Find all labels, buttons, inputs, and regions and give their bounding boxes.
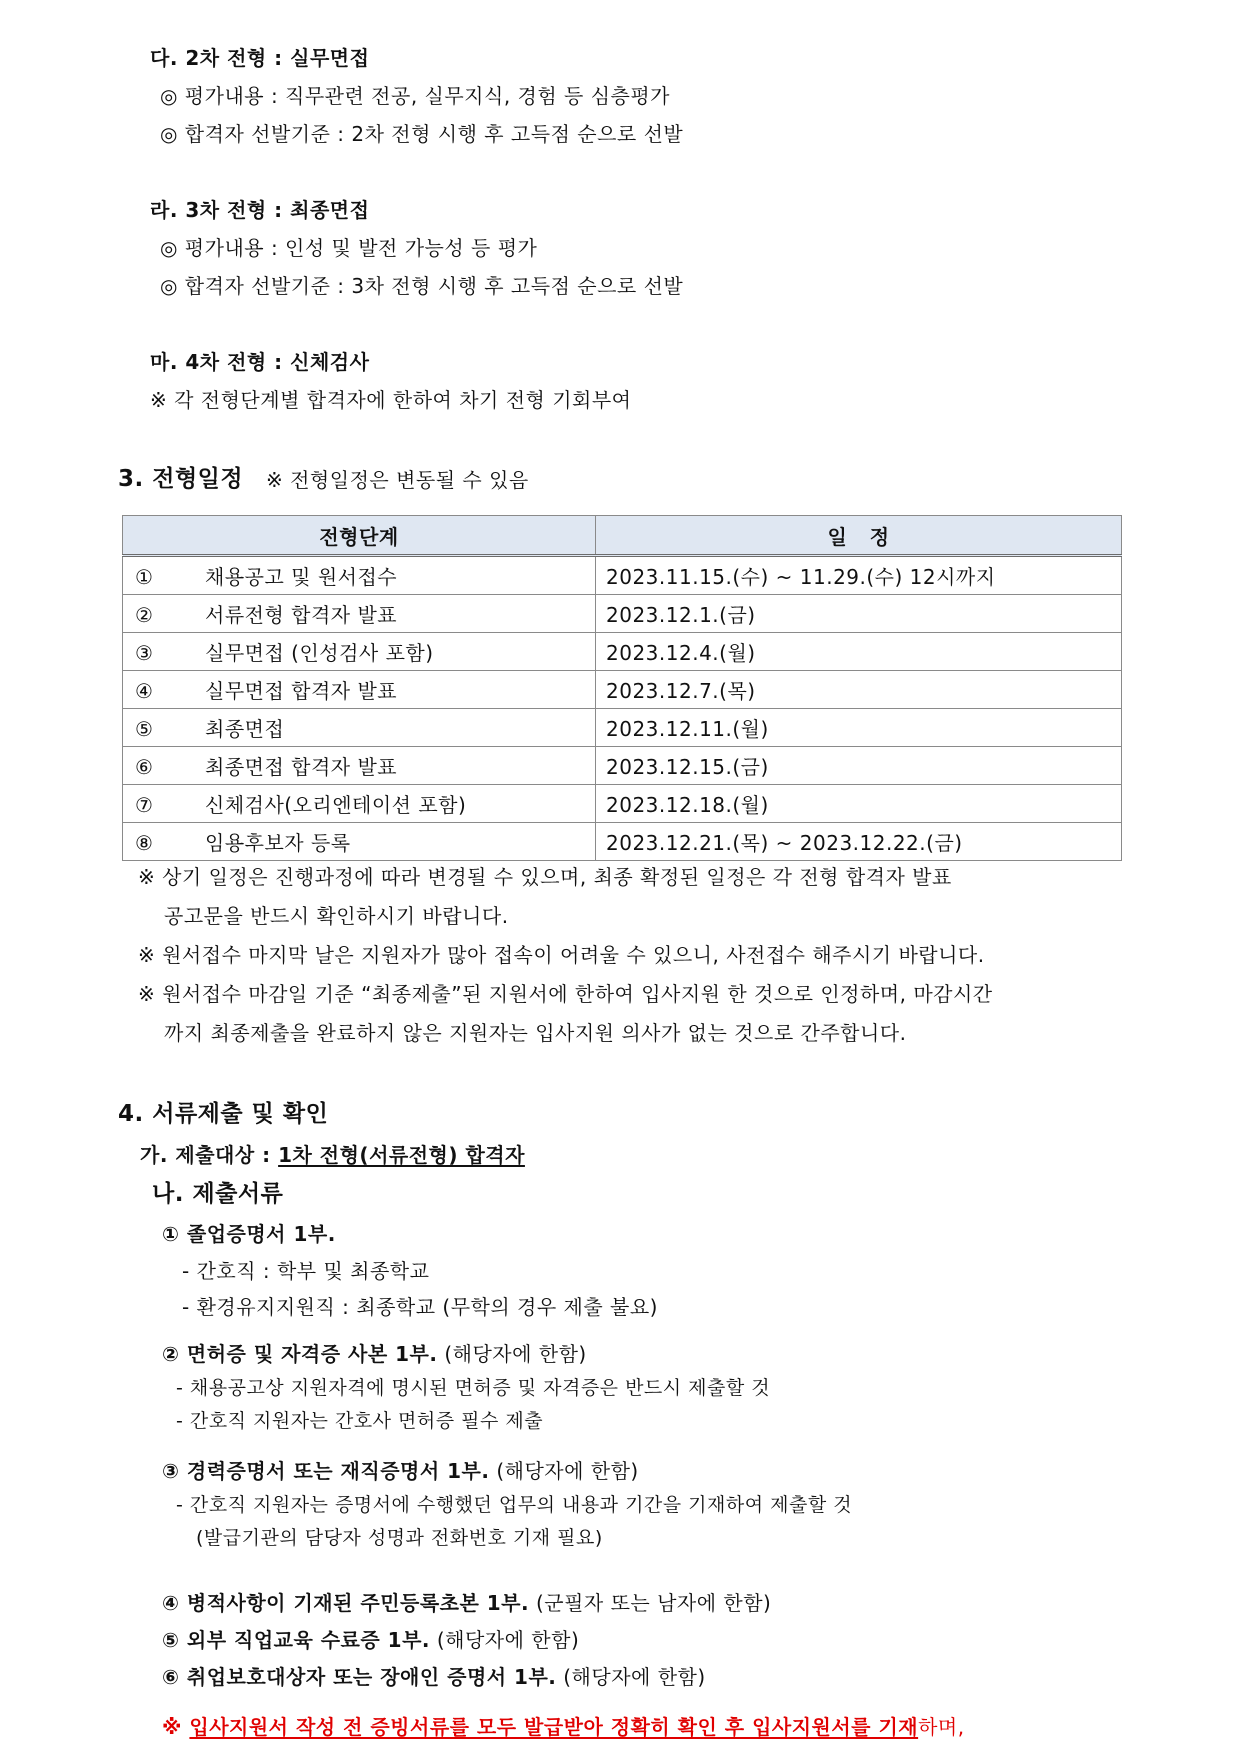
stage-cell bbox=[123, 823, 596, 861]
stage-label: 실무면접 합격자 발표 bbox=[205, 679, 398, 703]
col-header-stage: 전형단계 bbox=[123, 516, 596, 556]
eval-content-line: ◎ 평가내용 : 직무관련 전공, 실무지식, 경험 등 심층평가 bbox=[160, 84, 670, 108]
table-header-row bbox=[123, 516, 1122, 556]
date-cell: 2023.12.1.(금) bbox=[596, 595, 1122, 633]
schedule-note: ※ 전형일정은 변동될 수 있음 bbox=[266, 468, 529, 492]
doc-item-title: ③ 경력증명서 또는 재직증명서 1부. bbox=[162, 1459, 490, 1483]
table-row bbox=[123, 671, 1122, 709]
row-number: ③ bbox=[135, 641, 154, 665]
doc-item-condition: (군필자 또는 남자에 한함) bbox=[535, 1591, 772, 1615]
eval-content-line: ◎ 평가내용 : 인성 및 발전 가능성 등 평가 bbox=[160, 236, 538, 260]
doc-item-career bbox=[162, 1458, 639, 1484]
stage-cell bbox=[123, 595, 596, 633]
stage-label: 임용후보자 등록 bbox=[205, 831, 351, 855]
schedule-note-line: ※ 원서접수 마감일 기준 “최종제출”된 지원서에 한하여 입사지원 한 것으로 인정하며, 마감시간 bbox=[138, 982, 993, 1006]
stage-label: 실무면접 (인성검사 포함) bbox=[205, 641, 434, 665]
doc-item-vocational bbox=[162, 1627, 579, 1653]
doc-item-condition: (해당자에 한함) bbox=[444, 1342, 587, 1366]
doc-item-license bbox=[162, 1341, 587, 1367]
date-cell: 2023.12.7.(목) bbox=[596, 671, 1122, 709]
stage-label: 최종면접 합격자 발표 bbox=[205, 755, 398, 779]
date-cell: 2023.11.15.(수) ~ 11.29.(수) 12시까지 bbox=[596, 556, 1122, 595]
stage-label: 신체검사(오리엔테이션 포함) bbox=[205, 793, 467, 817]
row-number: ⑤ bbox=[135, 717, 154, 741]
selection-criteria-line: ◎ 합격자 선발기준 : 2차 전형 시행 후 고득점 순으로 선발 bbox=[160, 122, 684, 146]
date-cell: 2023.12.11.(월) bbox=[596, 709, 1122, 747]
submission-target bbox=[140, 1142, 525, 1168]
schedule-title: 3. 전형일정 bbox=[118, 466, 244, 492]
col-header-date: 일 정 bbox=[596, 516, 1122, 556]
stage-cell bbox=[123, 747, 596, 785]
warning-emphasis: 입사지원서 작성 전 증빙서류를 모두 발급받아 정확히 확인 후 입사지원서를 기재 bbox=[189, 1715, 919, 1739]
schedule-note-line: ※ 원서접수 마지막 날은 지원자가 많아 접속이 어려울 수 있으니, 사전접수 해주시기 바랍니다. bbox=[138, 943, 985, 967]
doc-item-title: ② 면허증 및 자격증 사본 1부. bbox=[162, 1342, 438, 1366]
schedule-table bbox=[122, 515, 1122, 861]
schedule-note-line: 공고문을 반드시 확인하시기 바랍니다. bbox=[164, 904, 509, 928]
doc-list-title: 나. 제출서류 bbox=[152, 1181, 284, 1207]
stage-cell bbox=[123, 785, 596, 823]
date-cell: 2023.12.21.(목) ~ 2023.12.22.(금) bbox=[596, 823, 1122, 861]
doc-item-title: ⑥ 취업보호대상자 또는 장애인 증명서 1부. bbox=[162, 1665, 557, 1689]
table-row bbox=[123, 747, 1122, 785]
stage-cell bbox=[123, 556, 596, 595]
stage-label: 최종면접 bbox=[205, 717, 285, 741]
doc-sub-line: - 간호직 지원자는 증명서에 수행했던 업무의 내용과 기간을 기재하여 제출할 것 bbox=[176, 1494, 853, 1516]
doc-item-protection bbox=[162, 1664, 706, 1690]
warning-rest: 하며, bbox=[918, 1715, 965, 1739]
doc-item-condition: (해당자에 한함) bbox=[496, 1459, 639, 1483]
stage-cell bbox=[123, 633, 596, 671]
doc-item-title: ⑤ 외부 직업교육 수료증 1부. bbox=[162, 1628, 430, 1652]
selection-criteria-line: ◎ 합격자 선발기준 : 3차 전형 시행 후 고득점 순으로 선발 bbox=[160, 274, 684, 298]
submission-target-label: 가. 제출대상 : bbox=[140, 1143, 279, 1167]
stage-label: 서류전형 합격자 발표 bbox=[205, 603, 398, 627]
row-number: ④ bbox=[135, 679, 154, 703]
row-number: ⑥ bbox=[135, 755, 154, 779]
warning-line bbox=[162, 1714, 965, 1740]
doc-sub-line: (발급기관의 담당자 성명과 전화번호 기재 필요) bbox=[196, 1527, 603, 1549]
doc-item-graduation: ① 졸업증명서 1부. bbox=[162, 1222, 336, 1246]
doc-item-condition: (해당자에 한함) bbox=[436, 1628, 580, 1652]
table-row bbox=[123, 709, 1122, 747]
date-cell: 2023.12.4.(월) bbox=[596, 633, 1122, 671]
doc-sub-line: - 채용공고상 지원자격에 명시된 면허증 및 자격증은 반드시 제출할 것 bbox=[176, 1377, 771, 1399]
row-number: ⑧ bbox=[135, 831, 154, 855]
table-row bbox=[123, 785, 1122, 823]
row-number: ⑦ bbox=[135, 793, 154, 817]
doc-sub-line: - 간호직 : 학부 및 최종학교 bbox=[182, 1259, 430, 1283]
schedule-note-line: 까지 최종제출을 완료하지 않은 지원자는 입사지원 의사가 없는 것으로 간주합니다. bbox=[164, 1021, 907, 1045]
stage-cell bbox=[123, 671, 596, 709]
section-heading-da: 다. 2차 전형 : 실무면접 bbox=[150, 46, 370, 70]
doc-item-condition: (해당자에 한함) bbox=[563, 1665, 706, 1689]
doc-item-title: ④ 병적사항이 기재된 주민등록초본 1부. bbox=[162, 1591, 530, 1615]
section-heading-ma: 마. 4차 전형 : 신체검사 bbox=[150, 350, 370, 374]
doc-item-resident-record bbox=[162, 1590, 771, 1616]
stage-label: 채용공고 및 원서접수 bbox=[205, 565, 398, 589]
table-row bbox=[123, 556, 1122, 595]
row-number: ② bbox=[135, 603, 154, 627]
doc-sub-line: - 간호직 지원자는 간호사 면허증 필수 제출 bbox=[176, 1410, 544, 1432]
row-number: ① bbox=[135, 565, 154, 589]
table-row bbox=[123, 823, 1122, 861]
date-cell: 2023.12.18.(월) bbox=[596, 785, 1122, 823]
schedule-note-line: ※ 상기 일정은 진행과정에 따라 변경될 수 있으며, 최종 확정된 일정은 각 전형 합격자 발표 bbox=[138, 865, 952, 889]
date-cell: 2023.12.15.(금) bbox=[596, 747, 1122, 785]
doc-sub-line: - 환경유지지원직 : 최종학교 (무학의 경우 제출 불요) bbox=[182, 1295, 658, 1319]
table-row bbox=[123, 595, 1122, 633]
warning-mark: ※ bbox=[162, 1715, 190, 1739]
stage-note: ※ 각 전형단계별 합격자에 한하여 차기 전형 기회부여 bbox=[150, 388, 632, 412]
docs-title: 4. 서류제출 및 확인 bbox=[118, 1101, 329, 1127]
submission-target-value: 1차 전형(서류전형) 합격자 bbox=[278, 1143, 525, 1167]
section-heading-ra: 라. 3차 전형 : 최종면접 bbox=[150, 198, 370, 222]
table-row bbox=[123, 633, 1122, 671]
stage-cell bbox=[123, 709, 596, 747]
